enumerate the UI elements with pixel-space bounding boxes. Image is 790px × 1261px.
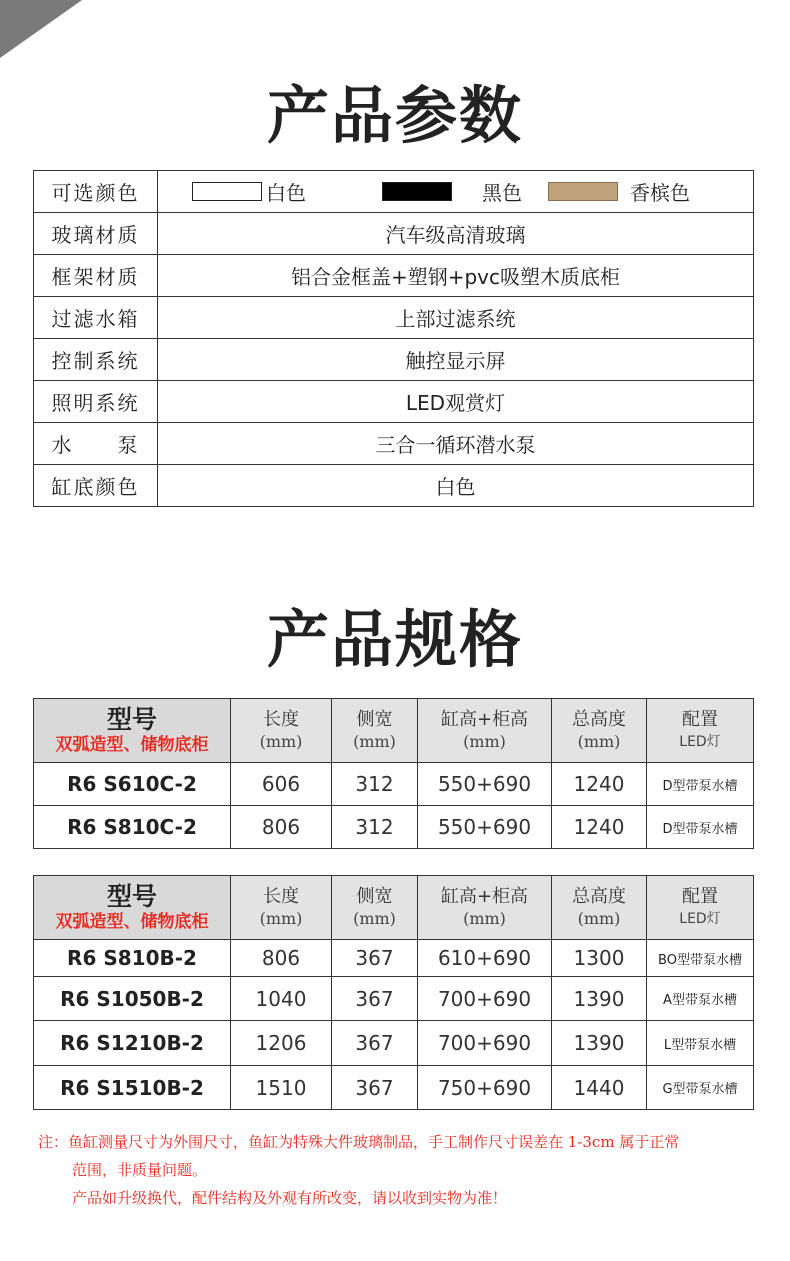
champagne-swatch [548,182,618,201]
total-cell: 1240 [552,763,647,806]
params-row [34,339,754,381]
header-height: 缸高+柜高 (mm) [418,876,552,940]
total-cell: 1300 [552,940,647,977]
header-model [34,699,231,763]
white-swatch [192,182,262,201]
height-cell: 750+690 [418,1066,552,1110]
color-options [158,171,754,213]
params-row [34,255,754,297]
total-cell: 1390 [552,1021,647,1066]
header-model-title: 型号 [106,881,157,911]
param-value: 上部过滤系统 [158,297,754,339]
header-width: 侧宽 (mm) [332,699,418,763]
height-cell: 700+690 [418,977,552,1021]
param-value: 三合一循环潜水泵 [158,423,754,465]
length-cell: 1206 [231,1021,332,1066]
params-row [34,465,754,507]
header-total: 总高度 (mm) [552,699,647,763]
width-cell: 367 [332,940,418,977]
width-cell: 312 [332,806,418,849]
header-model-subtitle: 双弧造型、储物底柜 [55,911,209,932]
param-value: 铝合金框盖+塑钢+pvc吸塑木质底柜 [158,255,754,297]
note-line: 注：鱼缸测量尺寸为外围尺寸，鱼缸为特殊大件玻璃制品，手工制作尺寸误差在 1-3cm 属于正常 [38,1133,680,1151]
black-swatch [382,182,452,201]
model-cell: R6 S1510B-2 [34,1066,231,1110]
params-table [33,170,754,507]
spec-table-2 [33,875,754,1110]
color-label-black: 黑色 [482,181,522,205]
params-title: 产品参数 [266,79,523,152]
header-model [34,876,231,940]
header-total: 总高度 (mm) [552,876,647,940]
color-label-white: 白色 [266,181,306,205]
config-cell: L型带泵水槽 [647,1021,754,1066]
header-model-subtitle: 双弧造型、储物底柜 [55,734,209,755]
header-length: 长度 (mm) [231,876,332,940]
config-cell: A型带泵水槽 [647,977,754,1021]
param-key: 照明系统 [34,381,158,423]
header-width: 侧宽 (mm) [332,876,418,940]
spec-header-row [34,876,754,940]
params-row [34,297,754,339]
param-value: 白色 [158,465,754,507]
model-cell: R6 S810B-2 [34,940,231,977]
color-label-champagne: 香槟色 [630,181,690,205]
model-cell: R6 S610C-2 [34,763,231,806]
params-row [34,423,754,465]
param-value: 触控显示屏 [158,339,754,381]
header-config: 配置 LED灯 [647,876,754,940]
corner-decoration [0,0,82,58]
params-row [34,171,754,213]
note-line: 范围，非质量问题。 [72,1161,208,1179]
width-cell: 367 [332,977,418,1021]
param-key: 缸底颜色 [34,465,158,507]
param-value: 汽车级高清玻璃 [158,213,754,255]
length-cell: 806 [231,940,332,977]
table-row [34,1066,754,1110]
table-row [34,806,754,849]
total-cell: 1390 [552,977,647,1021]
header-model-title: 型号 [106,704,157,734]
note [38,1128,763,1212]
note-line: 产品如升级换代，配件结构及外观有所改变，请以收到实物为准！ [72,1189,508,1207]
spec-header-row [34,699,754,763]
param-key: 框架材质 [34,255,158,297]
length-cell: 806 [231,806,332,849]
length-cell: 606 [231,763,332,806]
table-row [34,1021,754,1066]
header-config: 配置 LED灯 [647,699,754,763]
config-cell: D型带泵水槽 [647,763,754,806]
header-height: 缸高+柜高 (mm) [418,699,552,763]
width-cell: 312 [332,763,418,806]
width-cell: 367 [332,1021,418,1066]
param-key: 可选颜色 [34,171,158,213]
config-cell: BO型带泵水槽 [647,940,754,977]
table-row [34,977,754,1021]
length-cell: 1040 [231,977,332,1021]
length-cell: 1510 [231,1066,332,1110]
table-row [34,940,754,977]
table-row [34,763,754,806]
param-key: 过滤水箱 [34,297,158,339]
param-value: LED观赏灯 [158,381,754,423]
params-row [34,213,754,255]
spec-title: 产品规格 [266,603,523,676]
height-cell: 610+690 [418,940,552,977]
param-key: 控制系统 [34,339,158,381]
height-cell: 700+690 [418,1021,552,1066]
total-cell: 1240 [552,806,647,849]
model-cell: R6 S810C-2 [34,806,231,849]
config-cell: D型带泵水槽 [647,806,754,849]
width-cell: 367 [332,1066,418,1110]
header-length: 长度 (mm) [231,699,332,763]
param-key: 玻璃材质 [34,213,158,255]
total-cell: 1440 [552,1066,647,1110]
height-cell: 550+690 [418,806,552,849]
config-cell: G型带泵水槽 [647,1066,754,1110]
height-cell: 550+690 [418,763,552,806]
model-cell: R6 S1210B-2 [34,1021,231,1066]
model-cell: R6 S1050B-2 [34,977,231,1021]
params-row [34,381,754,423]
spec-table-1 [33,698,754,849]
param-key: 水 泵 [34,423,158,465]
